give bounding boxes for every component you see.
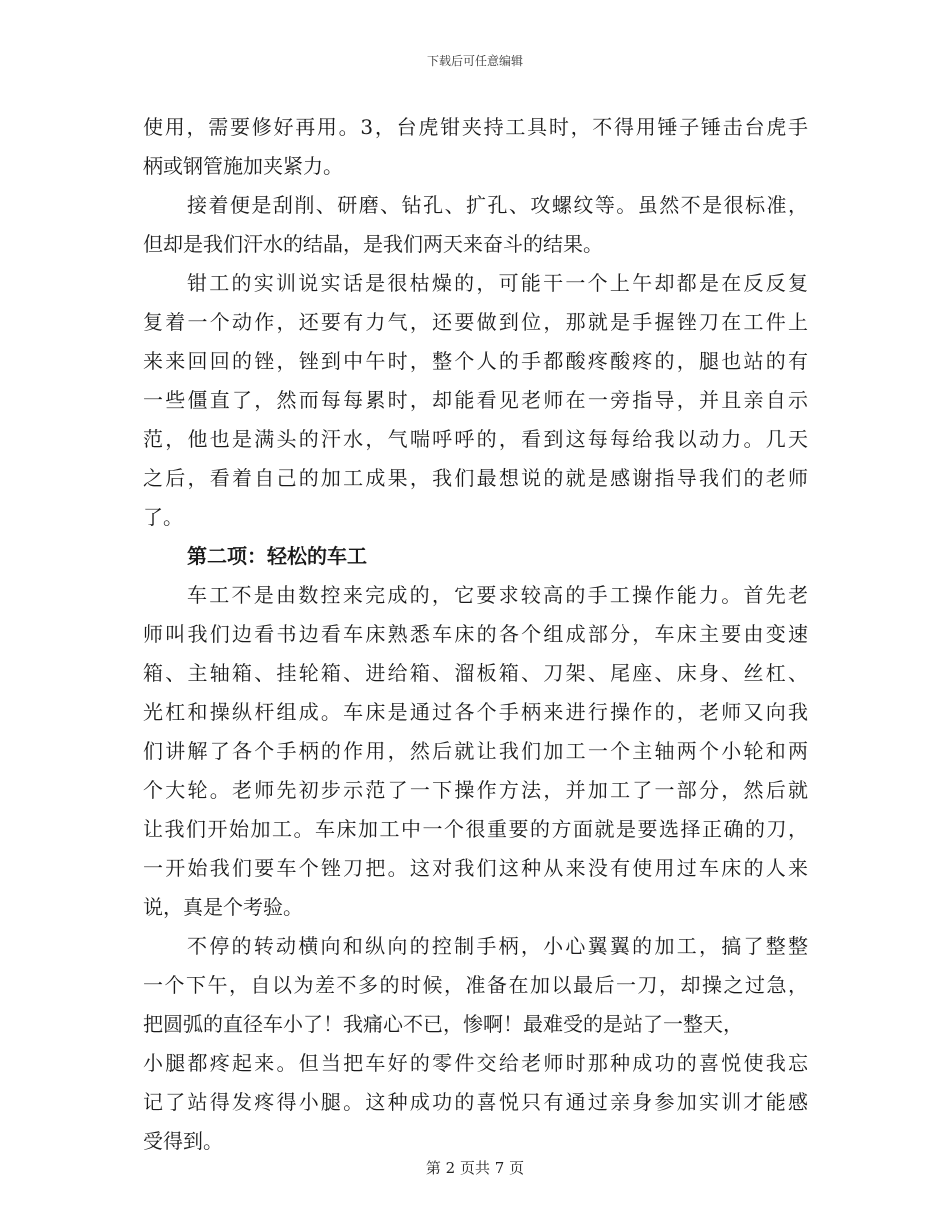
- text-line: 来来回回的锉，锉到中午时，整个人的手都酸疼酸疼的，腿也站的有: [143, 349, 808, 373]
- text-line: 柄或钢管施加夹紧力。: [143, 154, 343, 178]
- text-line: 使用，需要修好再用。3，台虎钳夹持工具时，不得用锤子锤击台虎手: [143, 115, 808, 139]
- text-line: 箱、主轴箱、挂轮箱、进给箱、溜板箱、刀架、尾座、床身、丝杠、: [143, 661, 808, 685]
- text-line: 一些僵直了，然而每每累时，却能看见老师在一旁指导，并且亲自示: [143, 388, 808, 412]
- text-line: 师叫我们边看书边看车床熟悉车床的各个组成部分，车床主要由变速: [143, 622, 808, 646]
- text-line: 们讲解了各个手柄的作用，然后就让我们加工一个主轴两个小轮和两: [143, 739, 808, 763]
- section-heading: 第二项：轻松的车工: [187, 544, 367, 568]
- text-line: 复着一个动作，还要有力气，还要做到位，那就是手握锉刀在工件上: [143, 310, 808, 334]
- text-line: 车工不是由数控来完成的，它要求较高的手工操作能力。首先老: [187, 583, 808, 607]
- text-line: 让我们开始加工。车床加工中一个很重要的方面就是要选择正确的刀，: [143, 817, 808, 841]
- text-line: 小腿都疼起来。但当把车好的零件交给老师时那种成功的喜悦使我忘: [143, 1051, 808, 1075]
- text-line: 一个下午，自以为差不多的时候，准备在加以最后一刀，却操之过急，: [143, 973, 808, 997]
- text-line: 接着便是刮削、研磨、钻孔、扩孔、攻螺纹等。虽然不是很标准，: [187, 193, 808, 217]
- text-line: 不停的转动横向和纵向的控制手柄，小心翼翼的加工，搞了整整: [187, 934, 808, 958]
- text-line: 钳工的实训说实话是很枯燥的，可能干一个上午却都是在反反复: [187, 271, 808, 295]
- page-header: 下载后可任意编辑: [426, 54, 523, 68]
- text-line: 把圆弧的直径车小了！我痛心不已，惨啊！最难受的是站了一整天，: [143, 1012, 743, 1036]
- text-line: 个大轮。老师先初步示范了一下操作方法，并加工了一部分，然后就: [143, 778, 808, 802]
- text-line: 一开始我们要车个锉刀把。这对我们这种从来没有使用过车床的人来: [143, 856, 808, 880]
- text-line: 范，他也是满头的汗水，气喘呼呼的，看到这每每给我以动力。几天: [143, 427, 808, 451]
- text-line: 记了站得发疼得小腿。这种成功的喜悦只有通过亲身参加实训才能感: [143, 1090, 808, 1114]
- text-line: 了。: [143, 505, 183, 529]
- document-body: [143, 108, 808, 1161]
- text-line: 之后，看着自己的加工成果，我们最想说的就是感谢指导我们的老师: [143, 466, 808, 490]
- text-line: 受得到。: [143, 1129, 223, 1153]
- text-line: 但却是我们汗水的结晶，是我们两天来奋斗的结果。: [143, 232, 603, 256]
- text-line: 说，真是个考验。: [143, 895, 303, 919]
- text-line: 光杠和操纵杆组成。车床是通过各个手柄来进行操作的，老师又向我: [143, 700, 808, 724]
- page-number: 第 2 页共 7 页: [425, 1159, 525, 1177]
